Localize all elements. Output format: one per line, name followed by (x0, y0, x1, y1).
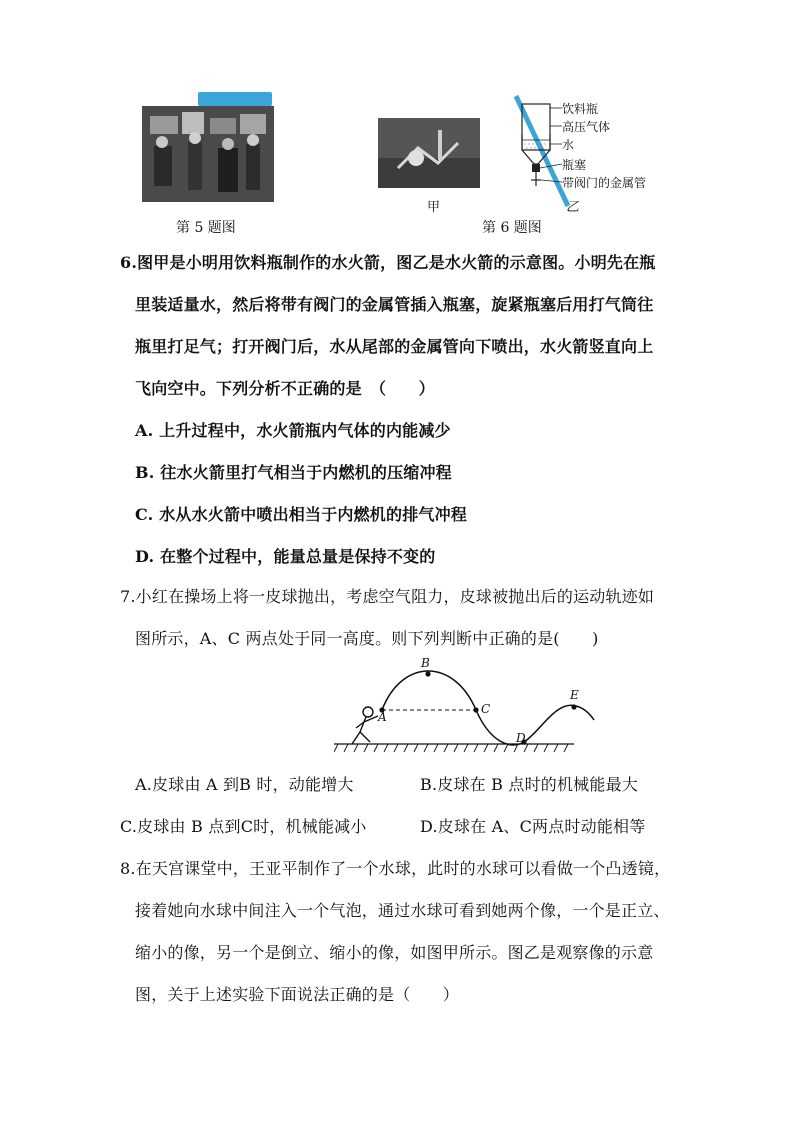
q7-option-c: C.皮球由 B 点到C时，机械能减小 (120, 817, 367, 836)
q6-option-d: D. 在整个过程中，能量总量是保持不变的 (135, 547, 436, 566)
fig6-jia-label: 甲 (427, 200, 441, 215)
rocket-label-stopper: 瓶塞 (562, 158, 587, 172)
rocket-label-pipe: 带阀门的金属管 (562, 176, 647, 190)
point-label-d: D (516, 731, 526, 745)
q8-line-4: 图，关于上述实验下面说法正确的是（ ） (135, 985, 460, 1004)
q6-line-2: 里装适量水，然后将带有阀门的金属管插入瓶塞，旋紧瓶塞后用打气筒往 (135, 295, 654, 314)
point-label-c: C (481, 702, 491, 716)
blue-tape-strip (198, 92, 272, 106)
fig6-caption: 第 6 题图 (482, 220, 542, 236)
q6-line-1: 6.图甲是小明用饮料瓶制作的水火箭，图乙是水火箭的示意图。小明先在瓶 (120, 253, 656, 272)
point-label-e: E (570, 688, 579, 702)
q8-line-1: 8.在天宫课堂中，王亚平制作了一个水球，此时的水球可以看做一个凸透镜， (120, 859, 671, 878)
rocket-label-water: 水 (562, 138, 575, 152)
rocket-label-bottle: 饮料瓶 (562, 102, 599, 116)
q7-line-2: 图所示，A、C 两点处于同一高度。则下列判断中正确的是( ) (135, 629, 599, 648)
q8-line-3: 缩小的像，另一个是倒立、缩小的像，如图甲所示。图乙是观察像的示意 (135, 943, 654, 962)
q7-option-a: A.皮球由 A 到B 时，动能增大 (135, 775, 354, 794)
fig5-photo (142, 106, 274, 202)
fig6-yi-label: 乙 (566, 200, 580, 215)
point-label-b: B (421, 656, 430, 670)
q6-option-a: A. 上升过程中，水火箭瓶内气体的内能减少 (135, 421, 451, 440)
point-label-a: A (378, 710, 387, 724)
fig5-area (138, 92, 278, 210)
q6-option-c: C. 水从水火箭中喷出相当于内燃机的排气冲程 (135, 505, 467, 524)
q7-option-d: D.皮球在 A、C两点时动能相等 (420, 817, 646, 836)
q8-line-2: 接着她向水球中间注入一个气泡，通过水球可看到她两个像，一个是正立、 (135, 901, 670, 920)
thrower-figure (352, 707, 378, 744)
trajectory-diagram (334, 656, 604, 756)
q6-option-b: B. 往水火箭里打气相当于内燃机的压缩冲程 (135, 463, 452, 482)
q6-line-3: 瓶里打足气；打开阀门后，水从尾部的金属管向下喷出，水火箭竖直向上 (135, 337, 654, 356)
fig5-caption: 第 5 题图 (176, 220, 236, 236)
fig6-jia-photo (378, 118, 480, 188)
q7-line-1: 7.小红在操场上将一皮球抛出，考虑空气阻力，皮球被抛出后的运动轨迹如 (120, 587, 655, 606)
q7-option-b: B.皮球在 B 点时的机械能最大 (420, 775, 638, 794)
q6-line-4: 飞向空中。下列分析不正确的是 （ ） (135, 379, 435, 398)
rocket-label-gas: 高压气体 (562, 120, 611, 134)
